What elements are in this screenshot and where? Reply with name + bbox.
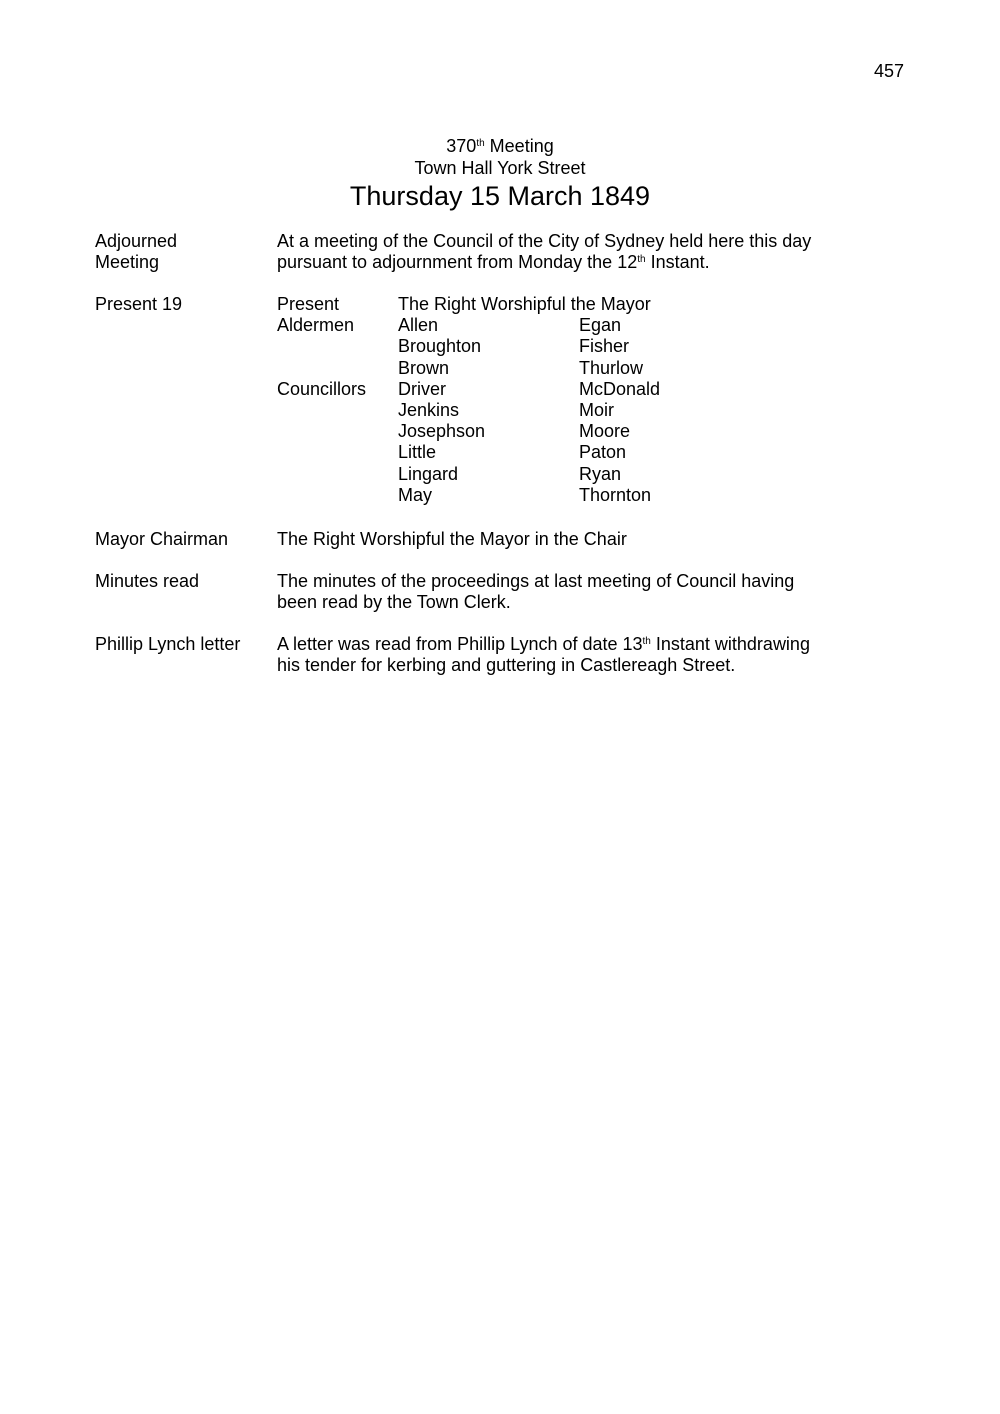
councillor-name: Paton <box>579 442 627 463</box>
alderman-name: Fisher <box>579 336 630 357</box>
councillor-name: Thornton <box>579 484 652 505</box>
attendance-section <box>95 294 855 509</box>
councillor-name: Moir <box>579 400 614 420</box>
meeting-header <box>0 136 1000 213</box>
aldermen-label: Aldermen <box>277 315 355 336</box>
councillor-name: McDonald <box>579 378 661 399</box>
minutes-text: The minutes of the proceedings at last meeting of Council having been read by the Town Clerk. <box>277 571 795 613</box>
chairman-text: The Right Worshipful the Mayor in the Chair <box>277 529 627 549</box>
councillor-name: May <box>398 484 433 505</box>
chairman-section <box>95 529 855 551</box>
presiding-officer: The Right Worshipful the Mayor <box>398 294 651 314</box>
lynch-letter-section <box>95 634 855 678</box>
councillor-name: Little <box>398 442 437 463</box>
councillor-name: Josephson <box>398 421 486 442</box>
adjourned-label: Adjourned Meeting <box>95 231 178 273</box>
alderman-name: Broughton <box>398 336 482 357</box>
councillor-name: Ryan <box>579 463 622 484</box>
minutes-section <box>95 571 855 615</box>
councillor-name: Moore <box>579 421 631 442</box>
lynch-letter-text: A letter was read from Phillip Lynch of date 13th Instant withdrawing his tender for kerbing and guttering in Castlereagh Street. <box>277 634 810 676</box>
alderman-name: Egan <box>579 315 622 336</box>
present-label: Present <box>277 294 340 314</box>
minutes-label: Minutes read <box>95 571 200 591</box>
meeting-venue: Town Hall York Street <box>414 157 586 178</box>
meeting-number: 370th Meeting <box>446 136 554 156</box>
councillors-label: Councillors <box>277 378 367 399</box>
lynch-letter-label: Phillip Lynch letter <box>95 634 241 654</box>
adjourned-text: At a meeting of the Council of the City of Sydney held here this day pursuant to adjournment from Monday the 12th Instant. <box>277 231 812 273</box>
attendance-label: Present 19 <box>95 294 183 314</box>
alderman-name: Allen <box>398 315 439 336</box>
chairman-label: Mayor Chairman <box>95 529 229 549</box>
alderman-name: Brown <box>398 357 450 378</box>
councillor-name: Driver <box>398 378 446 399</box>
alderman-name: Thurlow <box>579 357 644 378</box>
adjourned-section <box>95 231 855 275</box>
page-number: 457 <box>873 61 904 81</box>
meeting-date: Thursday 15 March 1849 <box>349 181 651 211</box>
councillor-name: Jenkins <box>398 400 460 420</box>
councillor-name: Lingard <box>398 463 459 484</box>
